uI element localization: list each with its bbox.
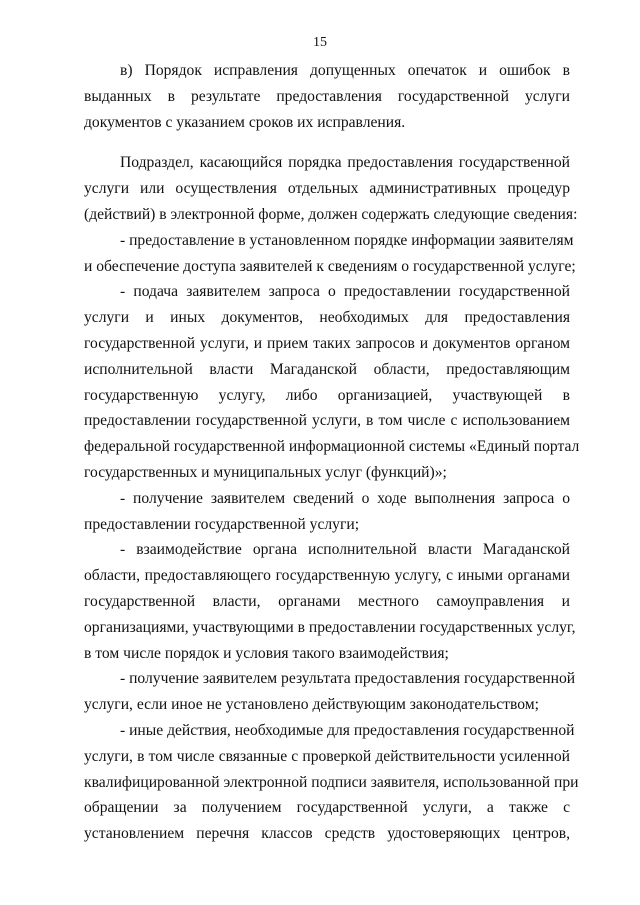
text-line: - получение заявителем сведений о ходе выполнения запроса о xyxy=(120,489,570,507)
text-line: документов с указанием сроков их исправления. xyxy=(84,113,406,131)
paragraph-correction-procedure xyxy=(84,58,570,135)
list-item-interagency-interaction xyxy=(84,537,576,666)
text-line: - подача заявителем запроса о предоставлении государственной xyxy=(120,283,570,301)
text-line: Подраздел, касающийся порядка предоставления государственной xyxy=(120,154,570,172)
document-body xyxy=(84,58,580,847)
paragraph-electronic-form-subsection xyxy=(84,150,578,227)
text-line: квалифицированной электронной подписи заявителя, использованной при xyxy=(84,773,579,791)
text-line: - взаимодействие органа исполнительной власти Магаданской xyxy=(120,541,570,559)
text-line: исполнительной власти Магаданской области, предоставляющим xyxy=(84,360,570,378)
text-line: государственной власти, органами местного самоуправления и xyxy=(84,592,570,610)
text-line: государственную услугу, либо организацией, участвующей в xyxy=(84,386,570,404)
list-item-result-receipt xyxy=(84,666,576,718)
text-line: услуги или осуществления отдельных административных процедур xyxy=(84,180,570,198)
text-line: - иные действия, необходимые для предоставления государственной xyxy=(120,721,575,739)
text-line: - предоставление в установленном порядке информации заявителям xyxy=(120,231,574,249)
list-item-information-provision xyxy=(84,228,576,280)
text-line: выданных в результате предоставления государственной услуги xyxy=(84,87,570,105)
text-line: федеральной государственной информационной системы «Единый портал xyxy=(84,438,580,456)
text-line: организациями, участвующими в предоставлении государственных услуг, xyxy=(84,618,576,636)
text-line: (действий) в электронной форме, должен содержать следующие сведения: xyxy=(84,205,578,223)
text-line: обращении за получением государственной услуги, а также с xyxy=(84,799,570,817)
text-line: области, предоставляющего государственную услугу, с иными органами xyxy=(84,567,570,585)
text-line: услуги и иных документов, необходимых для предоставления xyxy=(84,309,570,327)
text-line: услуги, если иное не установлено действующим законодательством; xyxy=(84,696,539,714)
text-line: и обеспечение доступа заявителей к сведениям о государственной услуге; xyxy=(84,257,576,275)
list-item-request-status xyxy=(84,486,570,538)
text-line: государственной услуги, и прием таких запросов и документов органом xyxy=(84,334,570,352)
text-line: предоставлении государственной услуги, в том числе с использованием xyxy=(84,412,570,430)
text-line: предоставлении государственной услуги; xyxy=(84,515,360,533)
list-item-request-submission xyxy=(84,279,580,485)
page-number: 15 xyxy=(313,35,327,50)
text-line: услуги, в том числе связанные с проверкой действительности усиленной xyxy=(84,747,570,765)
text-line: государственных и муниципальных услуг (функций)»; xyxy=(84,463,447,481)
list-item-other-actions xyxy=(84,718,579,847)
text-line: - получение заявителем результата предоставления государственной xyxy=(120,670,576,688)
text-line: в том числе порядок и условия такого взаимодействия; xyxy=(84,644,449,662)
text-line: установлением перечня классов средств удостоверяющих центров, xyxy=(84,825,570,843)
text-line: в) Порядок исправления допущенных опечаток и ошибок в xyxy=(120,62,570,79)
